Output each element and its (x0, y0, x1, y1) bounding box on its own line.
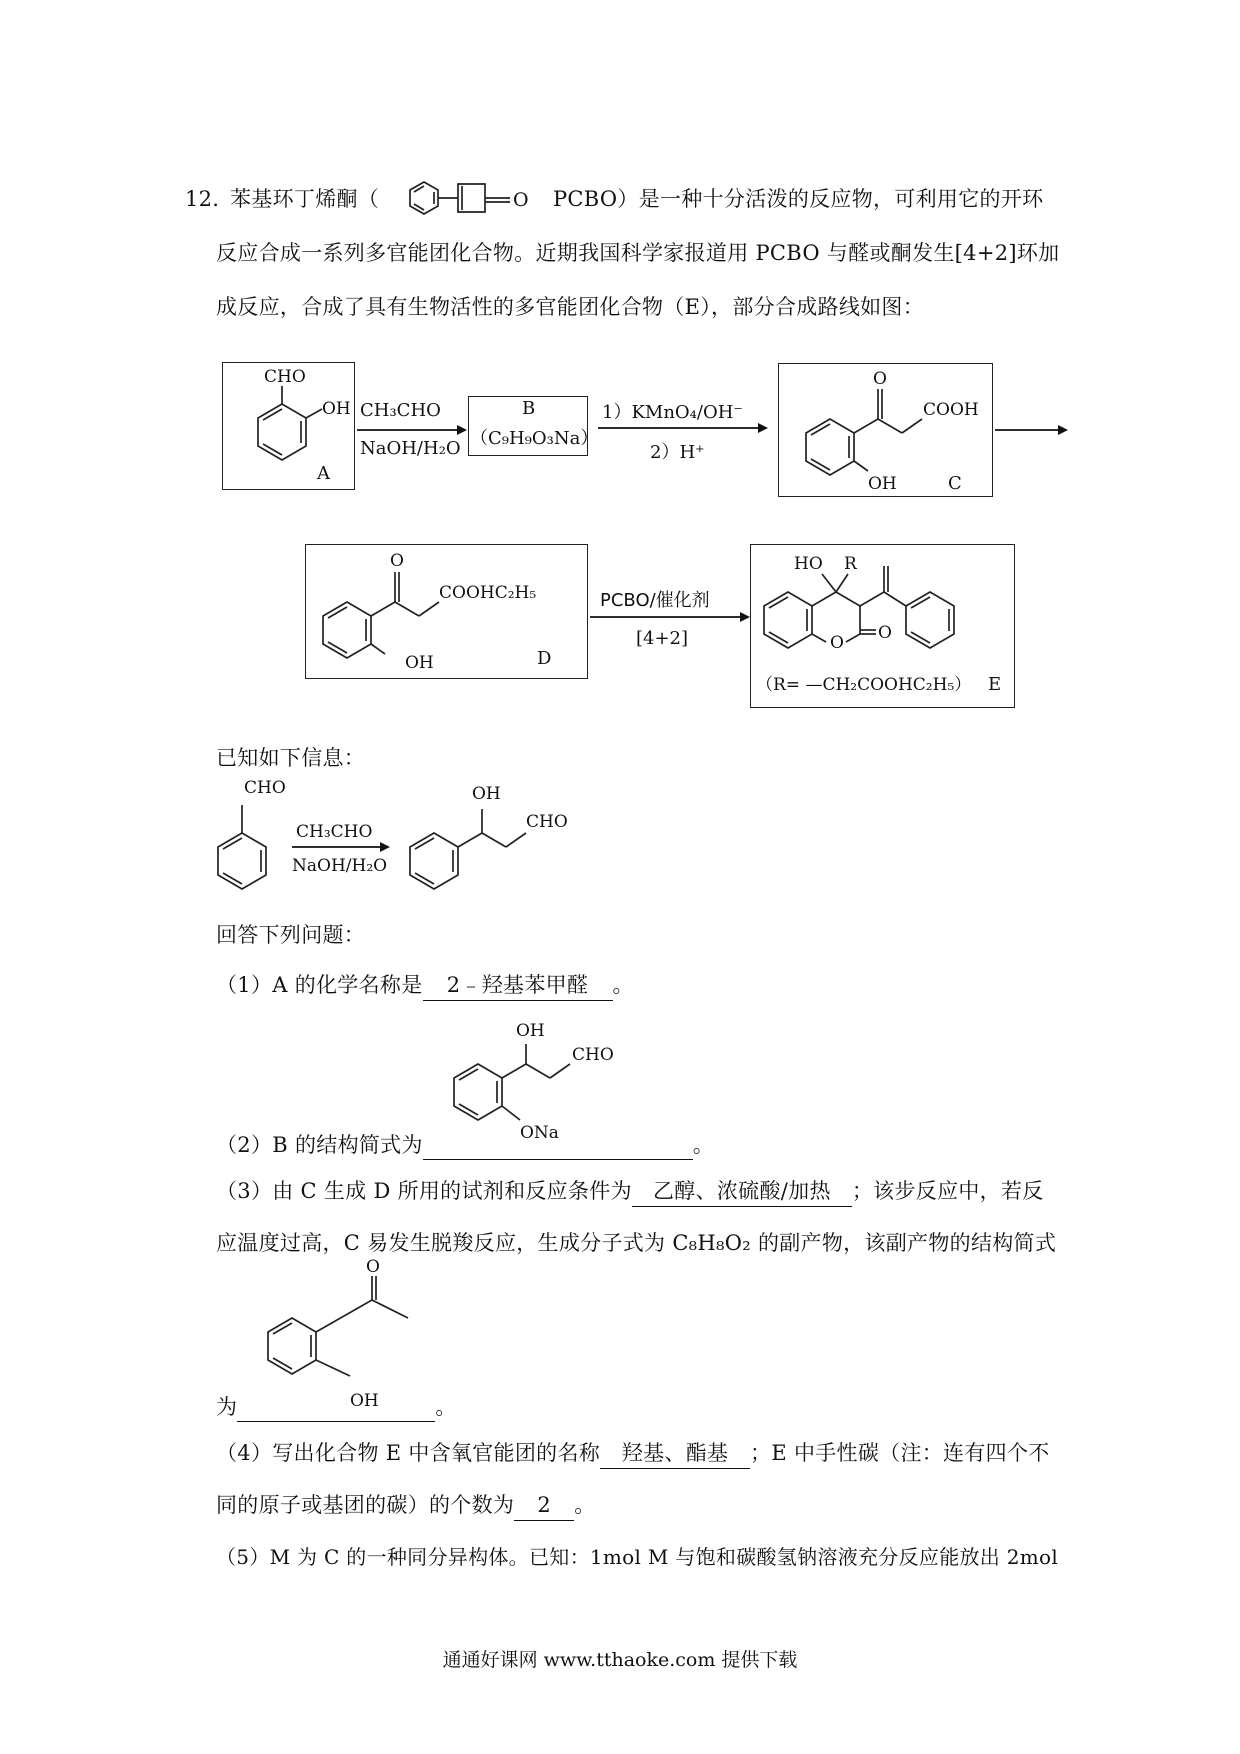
q4-answer2: 2 (514, 1490, 574, 1521)
known-product-cho: CHO (526, 812, 568, 832)
q3-suffix: ；该步反应中，若反 (851, 1179, 1044, 1203)
step2-condition: 2）H⁺ (650, 442, 705, 463)
intro-suffix: PCBO）是一种十分活泼的反应物，可利用它的开环 (553, 187, 1044, 211)
intro-prefix: 苯基环丁烯酮（ (230, 187, 380, 211)
d-o-label: O (390, 551, 404, 571)
step1-reagent: CH₃CHO (360, 400, 441, 421)
known-reaction (210, 775, 630, 905)
q1-suffix: 。 (612, 973, 634, 997)
q3-line1 (216, 1176, 1044, 1207)
known-product-oh: OH (472, 784, 501, 804)
q3-answer-blank (237, 1397, 435, 1422)
q1-prefix: （1）A 的化学名称是 (216, 973, 423, 997)
q2-oh-label: OH (516, 1021, 545, 1041)
step2-reagent: 1）KMnO₄/OH⁻ (602, 402, 743, 423)
q2 (216, 1130, 714, 1160)
intro-line3: 成反应，合成了具有生物活性的多官能团化合物（E），部分合成路线如图： (216, 295, 925, 319)
compound-a-structure (222, 362, 355, 490)
q3-answer: 乙醇、浓硫酸/加热 (632, 1176, 852, 1207)
e-r-label: R (844, 554, 857, 574)
e-carbonyl-o-label: O (878, 623, 892, 643)
c-o-label: O (873, 369, 887, 389)
pcbo-structure (390, 160, 550, 230)
q3-prefix: （3）由 C 生成 D 所用的试剂和反应条件为 (216, 1179, 632, 1203)
answer-intro: 回答下列问题： (216, 923, 366, 947)
q4-answer1: 羟基、酯基 (600, 1438, 750, 1469)
known-reactant-cho: CHO (244, 778, 286, 798)
e-label: E (988, 674, 1002, 695)
e-r-definition: （R= —CH₂COOHC₂H₅） (756, 675, 972, 695)
q4-line2-suffix: 。 (574, 1493, 596, 1517)
known-title: 已知如下信息： (216, 746, 366, 770)
question-number: 12． (185, 187, 234, 211)
c-cooh-label: COOH (923, 400, 979, 420)
compound-c-structure (778, 363, 993, 497)
step3-reagent: PCBO/催化剂 (600, 590, 710, 611)
d-oh-label: OH (405, 653, 434, 673)
known-condition: NaOH/H₂O (292, 856, 388, 876)
q2-ona-label: ONa (520, 1123, 559, 1143)
b-label: B (522, 398, 536, 419)
q4-line2 (216, 1490, 596, 1521)
continue-arrow (995, 425, 1070, 437)
q3-line3 (216, 1392, 457, 1422)
step3-condition: [4+2] (636, 628, 689, 649)
a-cho-label: CHO (264, 367, 306, 387)
known-reagent: CH₃CHO (296, 822, 373, 842)
e-ring-o-label: O (830, 633, 844, 653)
compound-e-structure (750, 544, 1015, 708)
q2-suffix: 。 (692, 1133, 715, 1157)
q3-line3-prefix: 为 (216, 1395, 238, 1419)
compound-d-structure (305, 544, 588, 679)
d-label: D (537, 648, 552, 669)
q1 (216, 970, 634, 1001)
c-label: C (948, 473, 962, 494)
q3-structure (250, 1257, 450, 1412)
q4-line2-prefix: 同的原子或基团的碳）的个数为 (216, 1493, 515, 1517)
q4-prefix: （4）写出化合物 E 中含氧官能团的名称 (216, 1441, 601, 1465)
q2-prefix: （2）B 的结构简式为 (216, 1133, 423, 1157)
q4-mid: ；E 中手性碳（注：连有四个不 (750, 1441, 1050, 1465)
footer-text: 通通好课网 www.tthaoke.com 提供下载 (442, 1649, 798, 1671)
q2-answer-blank (423, 1135, 693, 1160)
c-oh-label: OH (868, 474, 897, 494)
step3-arrow (590, 612, 750, 624)
a-oh-label: OH (322, 399, 351, 419)
pcbo-oxygen: O (513, 189, 529, 211)
q5: （5）M 为 C 的一种同分异构体。已知：1mol M 与饱和碳酸氢钠溶液充分反应能放出 2mol (216, 1545, 1059, 1569)
q4-line1 (216, 1438, 1050, 1469)
q3-oh-label: OH (350, 1391, 379, 1411)
d-ester-label: COOHC₂H₅ (439, 583, 537, 603)
a-label: A (317, 463, 330, 484)
b-formula: （C₉H₉O₃Na） (470, 428, 599, 449)
e-ho-label: HO (794, 554, 823, 574)
q3-line2: 应温度过高，C 易发生脱羧反应，生成分子式为 C₈H₈O₂ 的副产物，该副产物的结构简式 (216, 1231, 1057, 1255)
step2-arrow (598, 423, 768, 435)
q3-o-label: O (366, 1257, 380, 1277)
q2-cho-label: CHO (572, 1045, 614, 1065)
q2-structure (440, 1010, 700, 1150)
step1-arrow (357, 425, 467, 437)
step1-condition: NaOH/H₂O (360, 438, 461, 459)
intro-line2: 反应合成一系列多官能团化合物。近期我国科学家报道用 PCBO 与醛或酮发生[4+2]环加 (216, 241, 1060, 265)
q1-answer: 2﹣羟基苯甲醛 (423, 970, 613, 1001)
q3-line3-suffix: 。 (435, 1395, 457, 1419)
